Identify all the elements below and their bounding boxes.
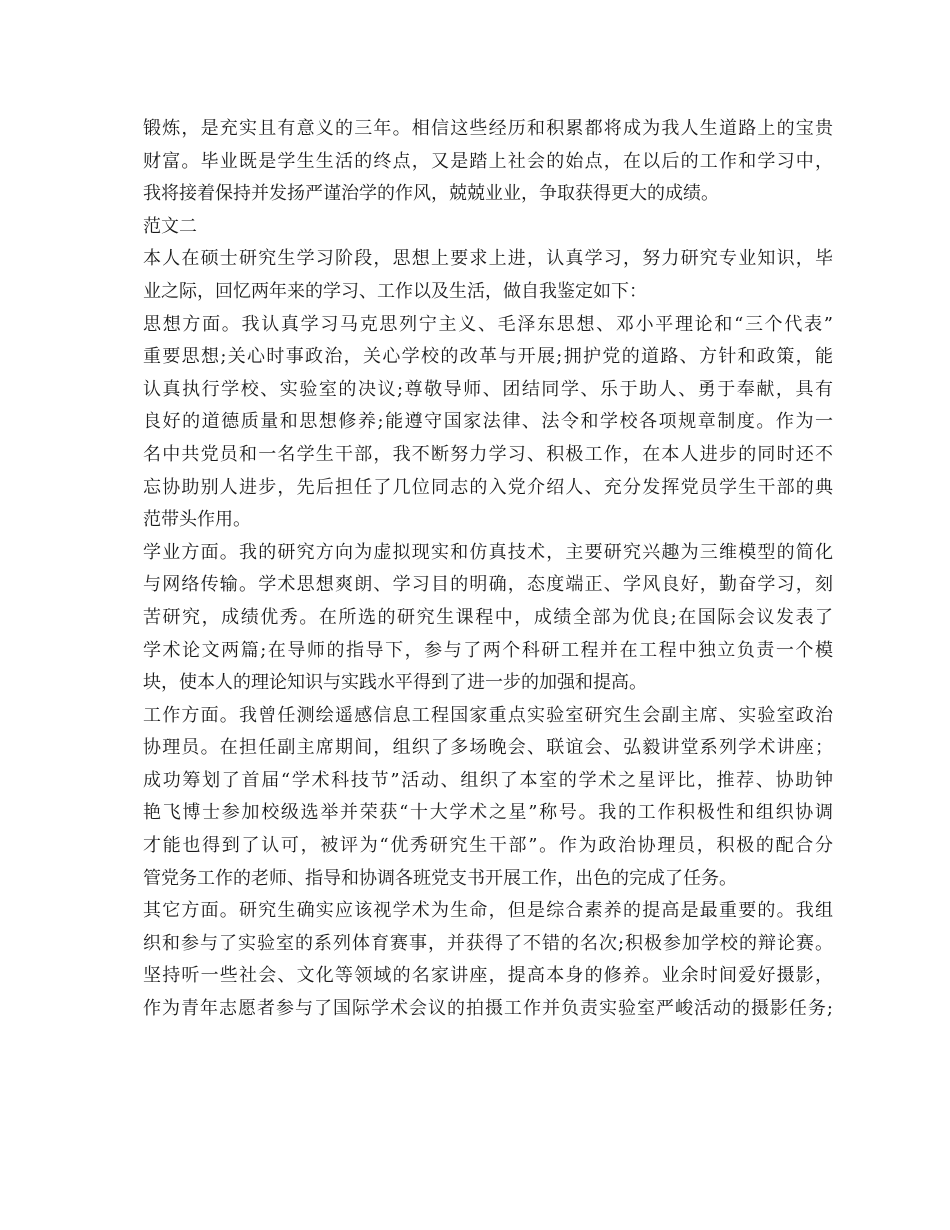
text-line: 名中共党员和一名学生干部，我不断努力学习、积极工作，在本人进步的同时还不 [143,443,833,465]
text-line: 织和参与了实验室的系列体育赛事，并获得了不错的名次;积极参加学校的辩论赛。 [143,932,833,954]
text-line: 良好的道德质量和思想修养;能遵守国家法律、法令和学校各项规章制度。作为一 [143,411,833,433]
text-line: 重要思想;关心时事政治，关心学校的改革与开展;拥护党的道路、方针和政策，能 [143,346,833,368]
text-line: 艳飞博士参加校级选举并荣获“十大学术之星”称号。我的工作积极性和组织协调 [143,802,833,824]
text-line: 苦研究，成绩优秀。在所选的研究生课程中，成绩全部为优良;在国际会议发表了 [143,606,833,628]
text-line: 财富。毕业既是学生生活的终点，又是踏上社会的始点，在以后的工作和学习中， [143,150,833,172]
text-line: 本人在硕士研究生学习阶段，思想上要求上进，认真学习，努力研究专业知识，毕 [143,248,833,270]
text-line: 作为青年志愿者参与了国际学术会议的拍摄工作并负责实验室严峻活动的摄影任务; [143,998,833,1020]
text-line: 范带头作用。 [143,509,251,531]
section-heading: 范文二 [143,215,197,237]
text-line: 认真执行学校、实验室的决议;尊敬导师、团结同学、乐于助人、勇于奉献，具有 [143,378,833,400]
document-body [143,113,833,1026]
text-line: 我将接着保持并发扬严谨治学的作风，兢兢业业，争取获得更大的成绩。 [143,183,719,205]
text-line: 协理员。在担任副主席期间，组织了多场晚会、联谊会、弘毅讲堂系列学术讲座； [143,737,833,759]
text-line: 忘协助别人进步，先后担任了几位同志的入党介绍人、充分发挥党员学生干部的典 [143,476,833,498]
text-line: 坚持听一些社会、文化等领域的名家讲座，提高本身的修养。业余时间爱好摄影， [143,965,833,987]
text-line: 与网络传输。学术思想爽朗、学习目的明确，态度端正、学风良好，勤奋学习，刻 [143,574,833,596]
text-line: 业之际，回忆两年来的学习、工作以及生活，做自我鉴定如下： [143,280,647,302]
text-line: 才能也得到了认可，被评为“优秀研究生干部”。作为政治协理员，积极的配合分 [143,835,833,857]
text-line: 块，使本人的理论知识与实践水平得到了进一步的加强和提高。 [143,672,647,694]
text-line: 管党务工作的老师、指导和协调各班党支书开展工作，出色的完成了任务。 [143,867,737,889]
text-line: 其它方面。研究生确实应该视学术为生命，但是综合素养的提高是最重要的。我组 [143,900,833,922]
text-line: 学业方面。我的研究方向为虚拟现实和仿真技术，主要研究兴趣为三维模型的简化 [143,541,833,563]
text-line: 学术论文两篇;在导师的指导下，参与了两个科研工程并在工程中独立负责一个模 [143,639,833,661]
text-line: 锻炼，是充实且有意义的三年。相信这些经历和积累都将成为我人生道路上的宝贵 [143,118,833,139]
text-line: 思想方面。我认真学习马克思列宁主义、毛泽东思想、邓小平理论和“三个代表” [143,313,833,335]
text-line: 成功筹划了首届“学术科技节”活动、组织了本室的学术之星评比，推荐、协助钟 [143,769,833,791]
text-line: 工作方面。我曾任测绘遥感信息工程国家重点实验室研究生会副主席、实验室政治 [143,704,833,726]
